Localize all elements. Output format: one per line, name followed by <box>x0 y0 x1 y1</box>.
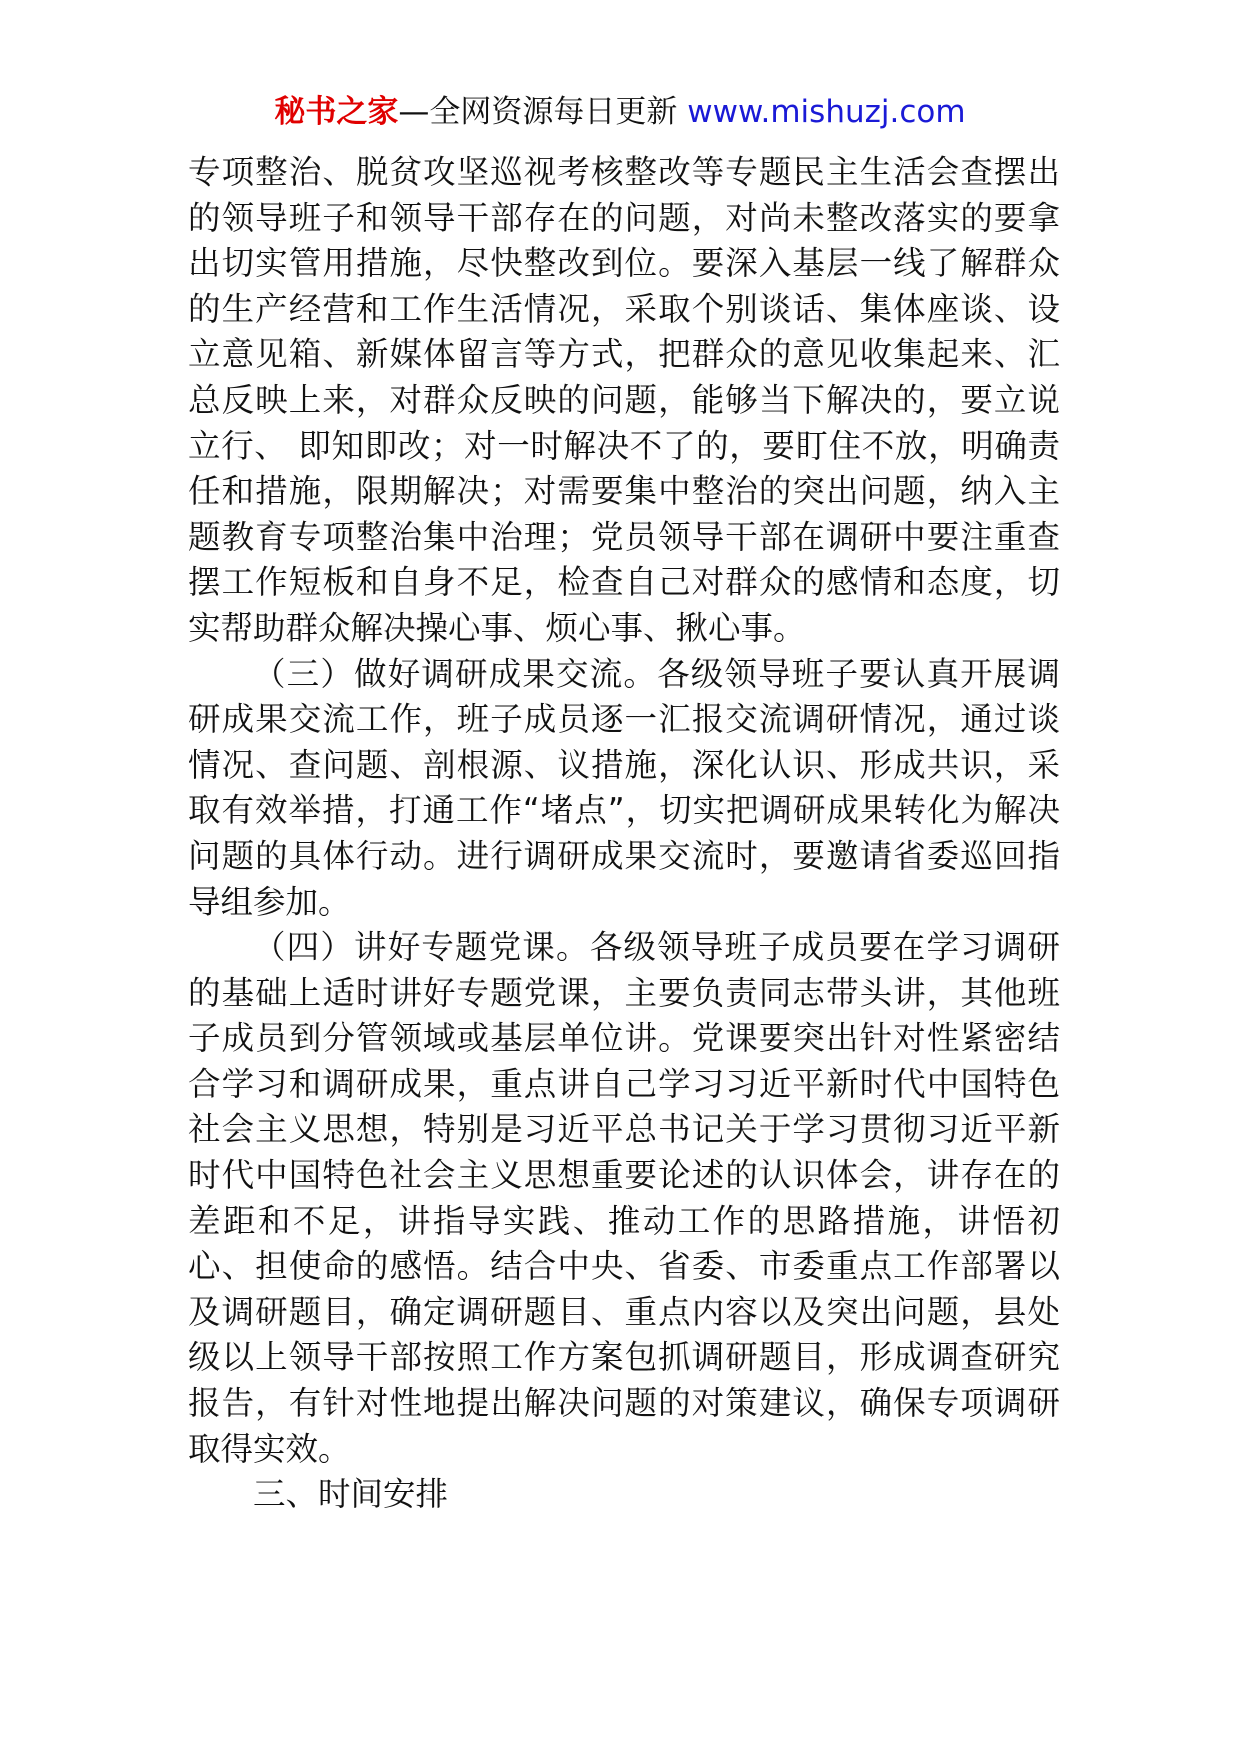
site-tagline: —全网资源每日更新 <box>398 94 688 130</box>
paragraph-continued: 专项整治、脱贫攻坚巡视考核整改等专题民主生活会查摆出的领导班子和领导干部存在的问题，对尚未整改落实的要拿出切实管用措施，尽快整改到位。要深入基层一线了解群众的生产经营和工作生活情况，采取个别谈话、集体座谈、设立意见箱、新媒体留言等方式，把群众的意见收集起来、汇总反映上来，对群众反映的问题，能够当下解决的，要立说立行、 即知即改；对一时解决不了的，要盯住不放，明确责任和措施，限期解决；对需要集中整治的突出问题，纳入主题教育专项整治集中治理；党员领导干部在调研中要注重查摆工作短板和自身不足，检查自己对群众的感情和态度，切实帮助群众解决操心事、烦心事、揪心事。 <box>188 153 1060 647</box>
paragraph-section-4: （四）讲好专题党课。各级领导班子成员要在学习调研的基础上适时讲好专题党课，主要负责同志带头讲，其他班子成员到分管领域或基层单位讲。党课要突出针对性紧密结合学习和调研成果，重点讲自己学习习近平新时代中国特色社会主义思想，特别是习近平总书记关于学习贯彻习近平新时代中国特色社会主义思想重要论述的认识体会，讲存在的差距和不足，讲指导实践、推动工作的思路措施，讲悟初心、担使命的感悟。结合中央、省委、市委重点工作部署以及调研题目，确定调研题目、重点内容以及突出问题，县处级以上领导干部按照工作方案包抓调研题目，形成调查研究报告，有针对性地提出解决问题的对策建议，确保专项调研取得实效。 <box>188 928 1060 1468</box>
section-heading: 三、时间安排 <box>253 1475 449 1514</box>
site-header <box>0 92 1240 132</box>
paragraph-section-3: （三）做好调研成果交流。各级领导班子要认真开展调 研成果交流工作，班子成员逐一汇报交流调研情况，通过谈 情况、查问题、剖根源、议措施，深化认识、形成共识，采取有效举措，打通工作“堵点”，切实把调研成果转化为解决问题的具体行动。进行调研成果交流时，要邀请省委巡回指导组参加。 <box>188 654 1060 921</box>
document-body <box>188 150 1060 1518</box>
site-brand: 秘书之家 <box>274 94 399 130</box>
site-url-link[interactable]: www.mishuzj.com <box>687 94 966 130</box>
